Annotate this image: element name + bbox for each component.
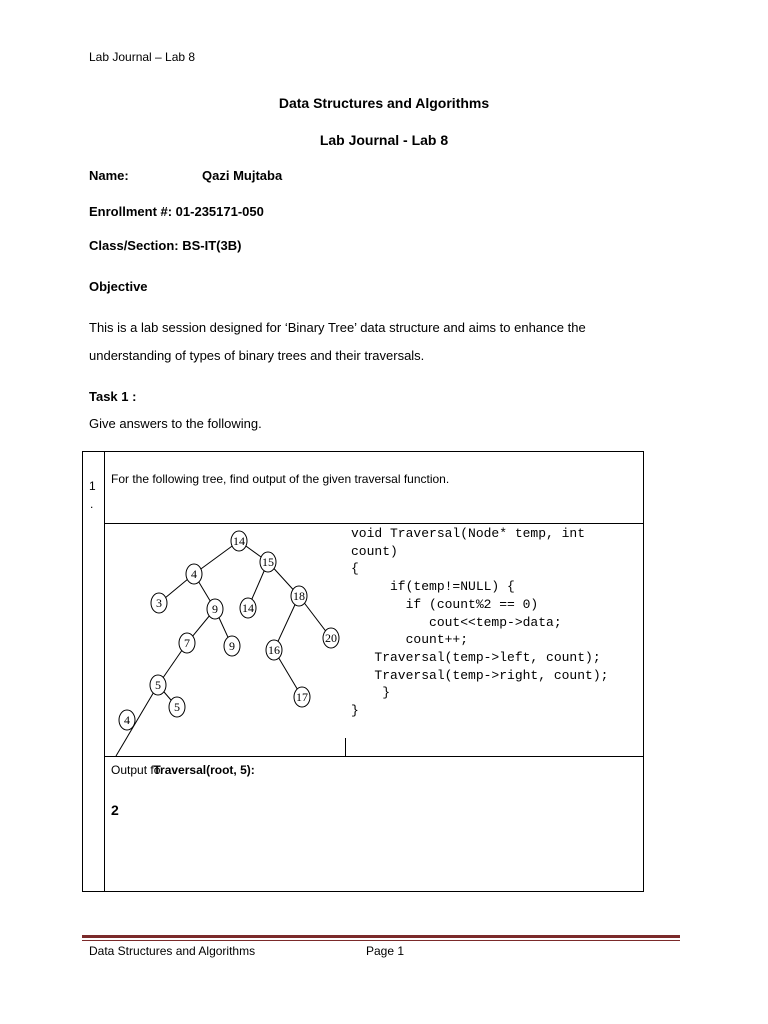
objective-heading: Objective bbox=[89, 279, 148, 294]
tree-node-label: 18 bbox=[293, 589, 305, 603]
task-heading: Task 1 : bbox=[89, 389, 137, 404]
footer-rule-thick bbox=[82, 935, 680, 938]
output-label-call: Traversal(root, 5): bbox=[153, 763, 255, 777]
tree-node-label: 15 bbox=[262, 555, 274, 569]
binary-tree-figure bbox=[108, 524, 348, 756]
objective-text-line-2: understanding of types of binary trees and their traversals. bbox=[89, 348, 425, 363]
tree-node-label: 4 bbox=[124, 713, 130, 727]
name-value: Qazi Mujtaba bbox=[202, 168, 283, 183]
tree-node-label: 14 bbox=[233, 534, 245, 548]
table-row-divider bbox=[104, 756, 643, 757]
output-label-prefix: Output fo bbox=[111, 763, 161, 777]
question-number-dot: . bbox=[90, 497, 94, 511]
answer-value: 2 bbox=[111, 802, 119, 818]
tree-node-label: 3 bbox=[156, 596, 162, 610]
document-title: Data Structures and Algorithms bbox=[278, 95, 490, 111]
tree-node-label: 20 bbox=[325, 631, 337, 645]
footer-course: Data Structures and Algorithms bbox=[89, 944, 256, 958]
name-label: Name: bbox=[89, 168, 129, 183]
traversal-code: void Traversal(Node* temp, int count) { if(temp!=NULL) { if (count%2 == 0) cout<<temp->data; count++; Traversal(temp->left, count); Traversal(temp->right, count); } } bbox=[351, 526, 609, 719]
output-label bbox=[111, 763, 255, 777]
tree-node-label: 4 bbox=[191, 567, 197, 581]
class-section-line: Class/Section: BS-IT(3B) bbox=[89, 238, 242, 253]
lab-title: Lab Journal - Lab 8 bbox=[319, 132, 449, 148]
task-instruction: Give answers to the following. bbox=[89, 416, 262, 431]
enrollment-line: Enrollment #: 01-235171-050 bbox=[89, 204, 264, 219]
tree-node-label: 9 bbox=[212, 602, 218, 616]
footer-rule-thin bbox=[82, 940, 680, 941]
footer-page-number: Page 1 bbox=[366, 944, 405, 958]
tree-node-label: 17 bbox=[296, 690, 308, 704]
tree-node-label: 7 bbox=[184, 636, 190, 650]
tree-node-label: 16 bbox=[268, 643, 280, 657]
tree-node-label: 5 bbox=[174, 700, 180, 714]
tree-node-label: 9 bbox=[229, 639, 235, 653]
question-number: 1 bbox=[89, 479, 96, 493]
tree-node-label: 14 bbox=[242, 601, 254, 615]
question-prompt: For the following tree, find output of the given traversal function. bbox=[111, 472, 450, 486]
running-header: Lab Journal – Lab 8 bbox=[89, 50, 196, 64]
question-table bbox=[82, 451, 644, 892]
tree-node-label: 5 bbox=[155, 678, 161, 692]
objective-text-line-1: This is a lab session designed for ‘Binary Tree’ data structure and aims to enhance the bbox=[89, 320, 586, 335]
code-cell-edge bbox=[345, 738, 346, 756]
table-column-divider bbox=[104, 452, 105, 891]
